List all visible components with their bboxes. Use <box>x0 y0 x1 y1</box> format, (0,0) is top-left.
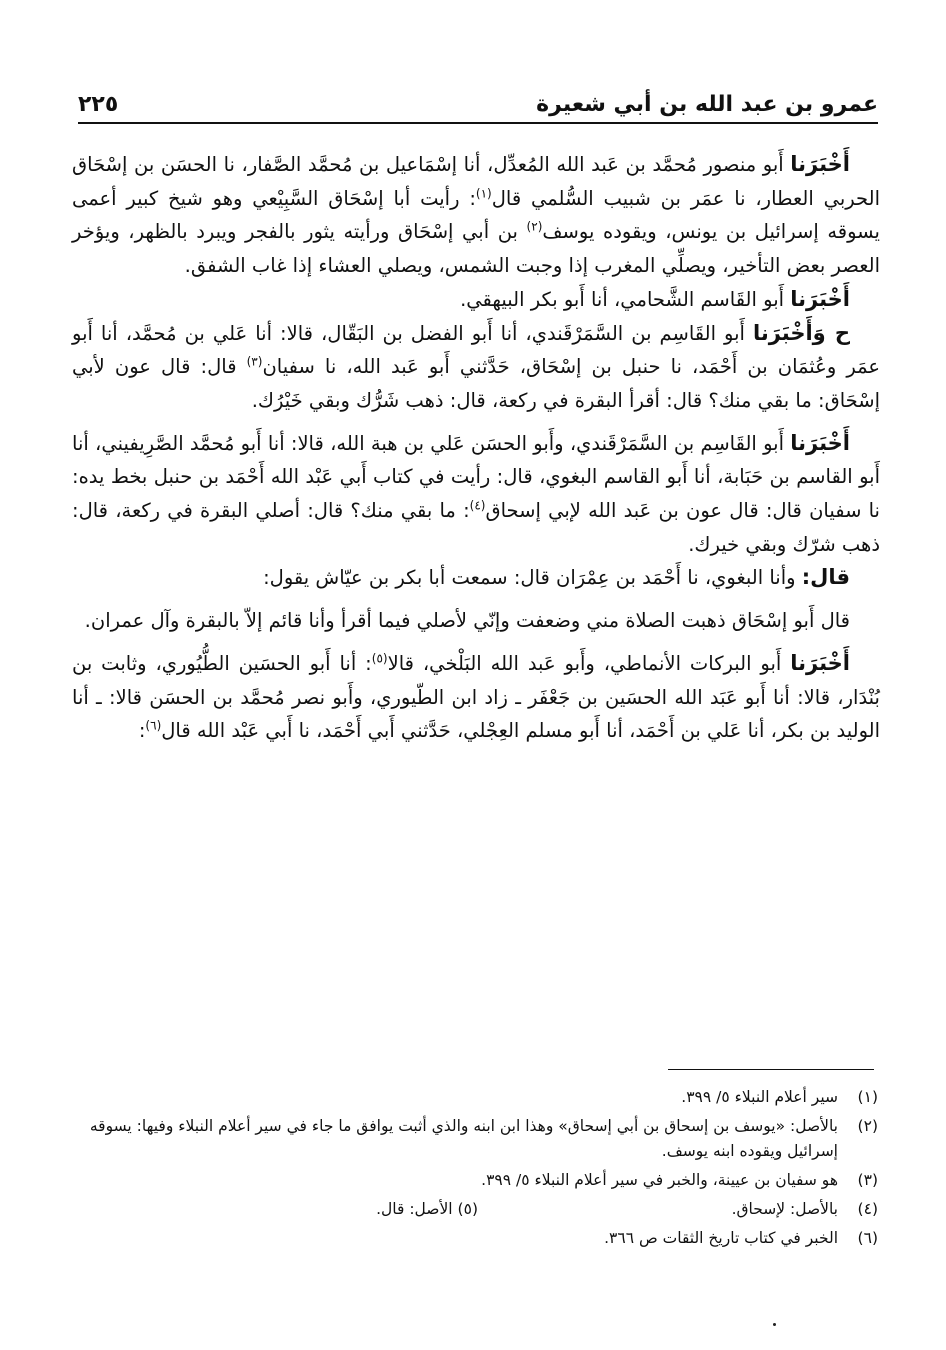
footnote-text: الأصل: قال. <box>376 1200 453 1218</box>
footnote-ref: (١) <box>475 186 492 201</box>
paragraph-text: أَبو منصور مُحمَّد بن عَبد الله المُعدِّل، أنا إسْمَاعيل بن مُحمَّد الصَّفار، نا الحسَن بن إسْحَاق الحربي العطار، نا عمَر بن شبيب السُّلمي قال <box>72 153 881 210</box>
footnote-item <box>78 1114 878 1164</box>
paragraph-text: أَبو القَاسم الشَّحامي، أنا أَبو بكر البيهقي. <box>460 287 791 311</box>
footnote-ref: (٢) <box>526 219 543 234</box>
footnotes <box>78 1085 878 1255</box>
paragraph-text: : أنا أَبو الحسَين الطُّيُوري، وثابت بن بُنْدَار، قالا: أنا أَبو عَبَد الله الحسَين بن جَعْفَر ـ زاد ابن الطّيوري، وأَبو نصر مُحمَّد بن الحسَن قالا: ـ أنا الوليد بن بكر، أنا عَلي بن أَحْمَد، أنا أَبو مسلم العِجْلي، حَدَّثني أَبي أَحْمَد، نا أَبي عَبْد الله قال <box>72 651 880 743</box>
footnote-text: بالأصل: لإسحاق. <box>731 1200 838 1218</box>
paragraph-lead: أَخْبَرَنا <box>790 650 850 675</box>
paragraph-6 <box>72 604 880 638</box>
footnote-item <box>78 1226 878 1251</box>
footnote-text: هو سفيان بن عيينة، والخبر في سير أعلام النبلاء ٥/ ٣٩٩. <box>481 1171 838 1189</box>
footnote-item <box>78 1168 878 1193</box>
footnote-ref: (٣) <box>246 354 263 369</box>
paragraph-text: قال: قال عون لأبي إسْحَاق: ما بقي منك؟ قال: أقرأ البقرة في ركعة، قال: ذهب شَرُّك وبقي خَيْرُك. <box>72 355 880 412</box>
paragraph-text: قال أَبو إسْحَاق ذهبت الصلاة مني وضعفت وإنّي لأصلي فيما أقرأ وأنا قائم إلاّ بالبقرة وآل عمران. <box>84 609 850 633</box>
page-number: ٢٢٥ <box>78 92 119 117</box>
footnote-ref: (٥) <box>371 651 388 666</box>
footnote-text: بالأصل: «يوسف بن إسحاق بن أبي إسحاق» وهذا ابن ابنه والذي أثبت يوافق ما جاء في سير أعلام النبلاء وفيها: يسوقه إسرائيل ويقوده ابنه يوسف. <box>89 1117 838 1160</box>
paragraph-4 <box>72 427 880 562</box>
footnote-number: (١) <box>857 1088 878 1106</box>
paragraph-lead: ح وَأَخْبَرَنا <box>752 320 850 345</box>
paragraph-5 <box>72 561 880 595</box>
paragraph-lead: قال: <box>801 565 850 590</box>
footnote-item <box>78 1085 878 1110</box>
paragraph-text: أَبو القَاسِم بن السَّمَرْقَندي، وأَبو الحسَن عَلي بن هبة الله، قالا: أنا أَبو مُحمَّد الصَّرِيفيني، أنا أَبو القاسم بن حَبَابة، أنا أَبو القاسم البغوي، قال: رأيت في كتاب أَبي عَبْد الله أَحْمَد بن حنبل بخط يده: نا سفيان قال: قال عون بن عَبد الله لإبي إسحاق <box>72 431 880 523</box>
scan-speck <box>773 1323 776 1326</box>
paragraph-lead: أَخْبَرَنا <box>790 286 850 311</box>
paragraph-lead: أَخْبَرَنا <box>790 430 850 455</box>
footnote-number: (٣) <box>857 1171 878 1189</box>
footnote-ref: (٤) <box>469 498 486 513</box>
paragraph-lead: أَخْبَرَنا <box>790 152 850 176</box>
footnote-item <box>78 1197 878 1222</box>
footnote-number: (٢) <box>857 1117 878 1135</box>
page-header <box>78 88 878 124</box>
paragraph-text: بن أبي إسْحَاق ورأيته يثور بالفجر ويبرد بالظهر، ويؤخر العصر بعض التأخير، ويصلِّي المغرب إذا وجبت الشمس، ويصلي العشاء إذا غاب الشفق. <box>72 220 880 278</box>
paragraph-2 <box>72 283 880 317</box>
paragraph-text: : <box>138 719 146 743</box>
paragraph-text: وأنا البغوي، نا أَحْمَد بن عِمْرَان قال: سمعت أبا بكر بن عيّاش يقول: <box>263 566 802 590</box>
paragraph-7 <box>72 647 880 748</box>
paragraph-text: أَبو البركات الأنماطي، وأَبو عَبد الله البَلْخي، قالا <box>387 651 791 675</box>
footnote-ref: (٦) <box>145 718 162 733</box>
paragraph-text: أَبو القَاسِم بن السَّمَرْقَندي، أنا أَبو الفضل بن البَقّال، قالا: أنا عَلي بن مُحمَّد، أنا أَبو عمَر وعُثمَان بن أَحْمَد، نا حنبل بن إسْحَاق، حَدَّثني أَبو عَبد الله، نا سفيان <box>72 321 880 379</box>
footnote-text: سير أعلام النبلاء ٥/ ٣٩٩. <box>681 1088 838 1106</box>
paragraph-text: : رأيت أبا إسْحَاق السَّبِيْعي وهو شيخ كبير أعمى يسوقه إسرائيل بن يونس، ويقوده يوسف <box>72 186 880 244</box>
paragraph-3 <box>72 317 880 418</box>
footnote-number: (٥) <box>457 1200 478 1218</box>
paragraph-1 <box>72 148 880 283</box>
footnote-text: الخبر في كتاب تاريخ الثقات ص ٣٦٦. <box>604 1229 838 1247</box>
footnote-divider <box>668 1069 874 1070</box>
footnote-inline <box>376 1197 478 1222</box>
running-title: عمرو بن عبد الله بن أبي شعيرة <box>536 92 878 117</box>
footnote-number: (٦) <box>857 1229 878 1247</box>
main-text <box>72 148 880 748</box>
footnote-number: (٤) <box>857 1200 878 1218</box>
paragraph-text: : ما بقي منك؟ قال: أصلي البقرة في ركعة، قال: ذهب شرّك وبقي خيرك. <box>72 499 880 556</box>
